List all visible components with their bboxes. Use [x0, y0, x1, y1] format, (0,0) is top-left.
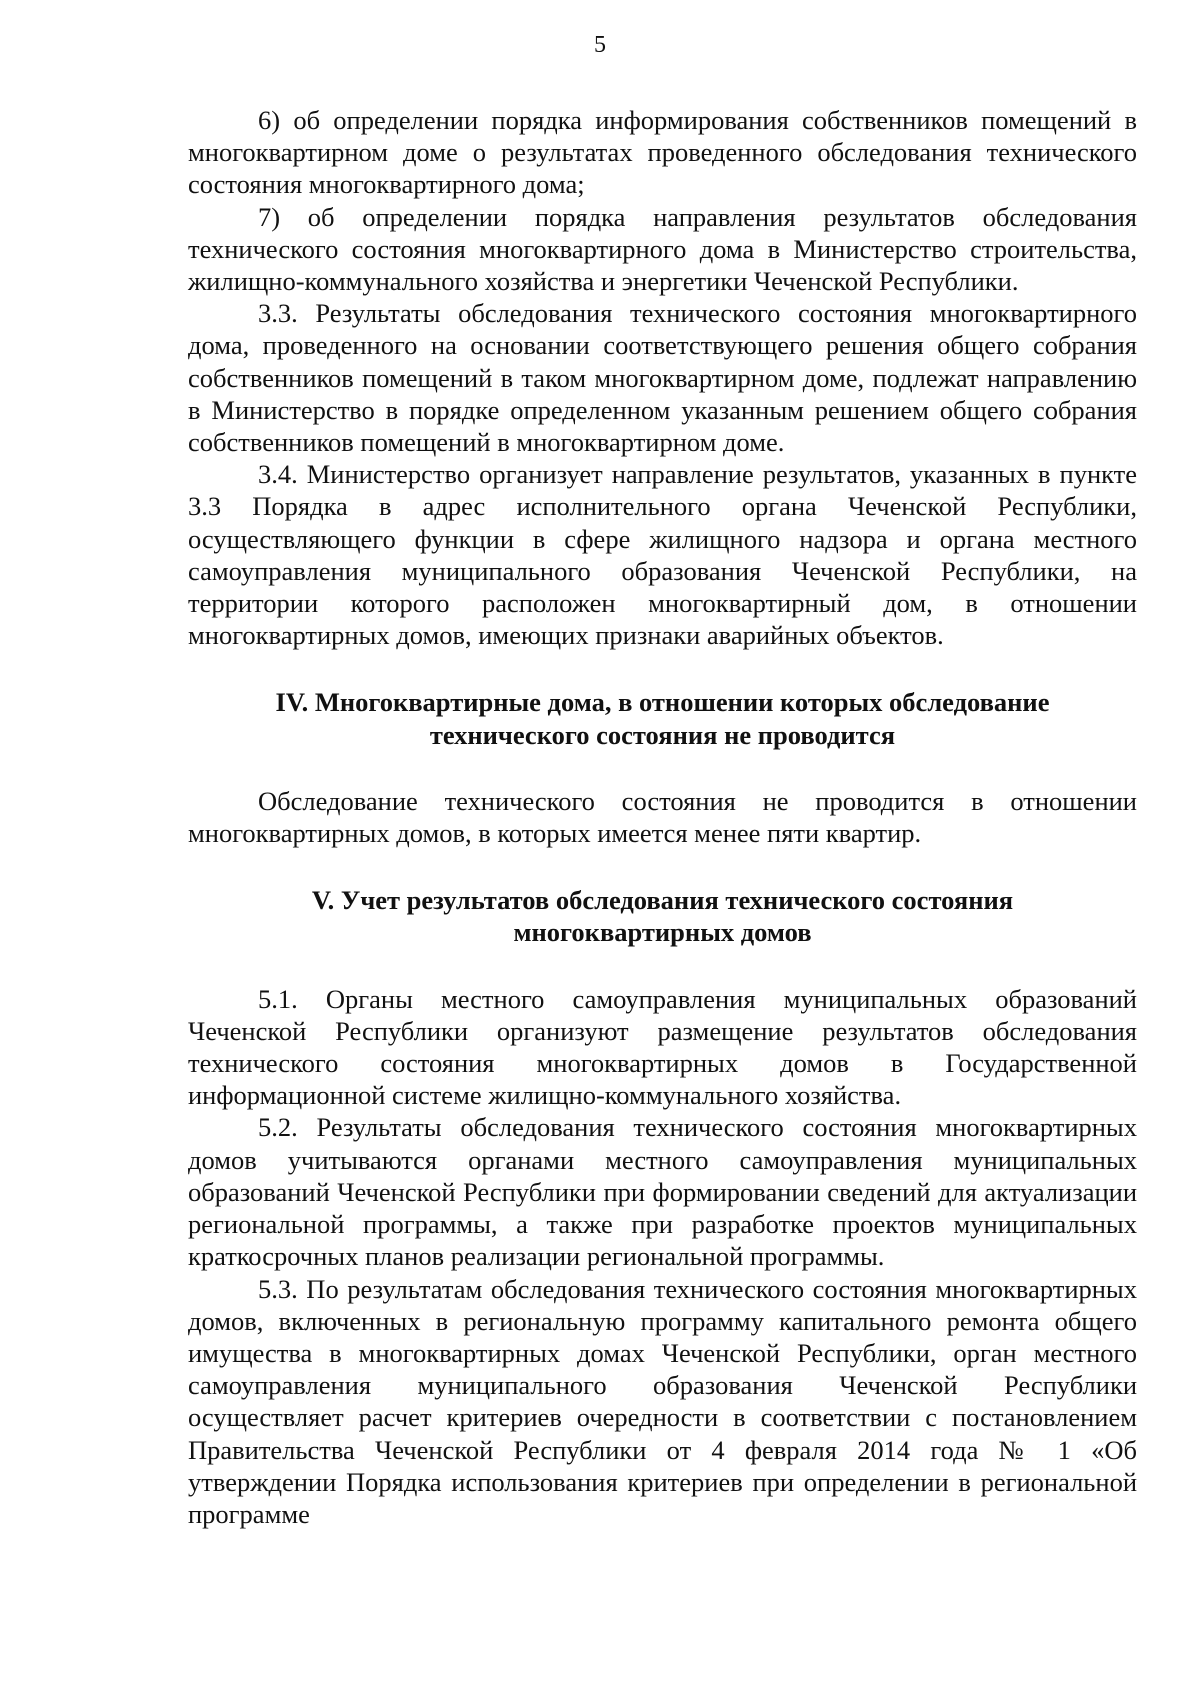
paragraph-3-4: 3.4. Министерство организует направление результатов, указанных в пункте 3.3 Порядка в адрес исполнительного органа Чеченской Республики, осуществляющего функции в сфере жилищного надзора и органа местного самоуправления муниципального образования Чеченской Республики, на территории которого расположен многоквартирный дом, в отношении многоквартирных домов, имеющих признаки аварийных объектов.	[188, 459, 1137, 651]
paragraph-item-7: 7) об определении порядка направления результатов обследования технического состояния многоквартирного дома в Министерство строительства, жилищно-коммунального хозяйства и энергетики Чеченской Республики.	[188, 201, 1137, 297]
section-4-heading	[188, 686, 1137, 750]
section-4-paragraph: Обследование технического состояния не проводится в отношении многоквартирных домов, в которых имеется менее пяти квартир.	[188, 785, 1137, 849]
section-4-heading-line-2: технического состояния не проводится	[429, 719, 896, 750]
section-4-heading-line-1: IV. Многоквартирные дома, в отношении которых обследование	[275, 687, 1050, 718]
document-body	[188, 104, 1137, 1530]
paragraph-3-3: 3.3. Результаты обследования технического состояния многоквартирного дома, проведенного на основании соответствующего решения общего собрания собственников помещений в таком многоквартирном доме, подлежат направлению в Министерство в порядке определенном указанным решением общего собрания собственников помещений в многоквартирном доме.	[188, 298, 1137, 458]
page-number: 5	[594, 32, 606, 58]
paragraph-5-2: 5.2. Результаты обследования технического состояния многоквартирных домов учитываются органами местного самоуправления муниципальных образований Чеченской Республики при формировании сведений для актуализации региональной программы, а также при разработке проектов муниципальных краткосрочных планов реализации региональной программы.	[188, 1112, 1137, 1272]
section-5-heading-line-2: многоквартирных домов	[513, 917, 812, 948]
paragraph-5-3: 5.3. По результатам обследования технического состояния многоквартирных домов, включенных в региональную программу капитального ремонта общего имущества в многоквартирных домах Чеченской Республики, орган местного самоуправления муниципального образования Чеченской Республики осуществляет расчет критериев очередности в соответствии с постановлением Правительства Чеченской Республики от 4 февраля 2014 года № 1 «Об утверждении Порядка использования критериев при определении в региональной программе	[188, 1273, 1137, 1529]
paragraph-item-6: 6) об определении порядка информирования собственников помещений в многоквартирном доме о результатах проведенного обследования технического состояния многоквартирного дома;	[188, 105, 1137, 200]
paragraph-5-1: 5.1. Органы местного самоуправления муниципальных образований Чеченской Республики организуют размещение результатов обследования технического состояния многоквартирных домов в Государственной информационной системе жилищно-коммунального хозяйства.	[188, 983, 1137, 1111]
section-5-heading	[188, 884, 1137, 948]
section-5-heading-line-1: V. Учет результатов обследования технического состояния	[311, 885, 1014, 916]
